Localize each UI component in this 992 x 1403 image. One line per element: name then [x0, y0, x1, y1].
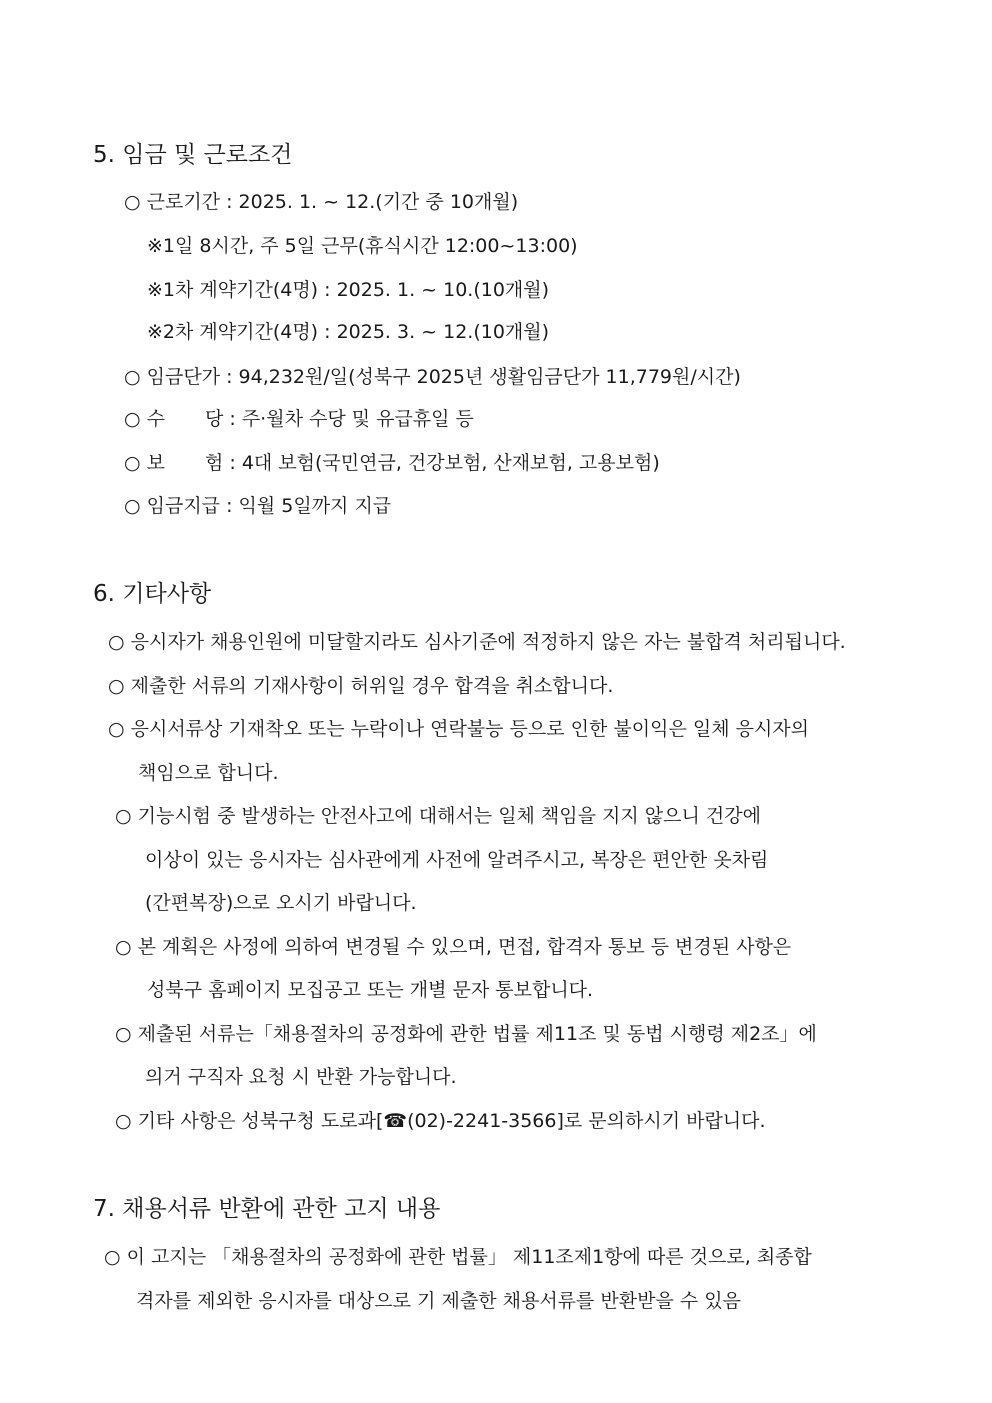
note-hours: ※1일 8시간, 주 5일 근무(휴식시간 12:00~13:00)	[147, 235, 578, 257]
item-errors-1: ○ 응시서류상 기재착오 또는 누락이나 연락불능 등으로 인한 불이익은 일체 응시자의	[108, 718, 810, 740]
allowance	[124, 407, 474, 431]
note-contract-2: ※2차 계약기간(4명) : 2025. 3. ~ 12.(10개월)	[147, 321, 550, 343]
wage-payment: ○ 임금지급 : 익월 5일까지 지급	[124, 495, 392, 517]
allowance-label-b: 당 : 주·월차 수당 및 유급휴일 등	[204, 408, 474, 430]
item-safety-1: ○ 기능시험 중 발생하는 안전사고에 대해서는 일체 책임을 지지 않으니 건강에	[115, 805, 761, 827]
notice-2: 격자를 제외한 응시자를 대상으로 기 제출한 채용서류를 반환받을 수 있음	[136, 1290, 741, 1312]
item-safety-3: (간편복장)으로 오시기 바랍니다.	[145, 892, 417, 914]
item-changes-1: ○ 본 계획은 사정에 의하여 변경될 수 있으며, 면접, 합격자 통보 등 변경된 사항은	[115, 936, 792, 958]
item-return-1: ○ 제출된 서류는「채용절차의 공정화에 관한 법률 제11조 및 동법 시행령 제2조」에	[115, 1023, 817, 1045]
allowance-label-a: ○ 수	[124, 408, 165, 430]
item-changes-2: 성북구 홈페이지 모집공고 또는 개별 문자 통보합니다.	[147, 979, 594, 1001]
item-false-info: ○ 제출한 서류의 기재사항이 허위일 경우 합격을 취소합니다.	[108, 675, 614, 697]
section-6-heading: 6. 기타사항	[93, 581, 212, 607]
section-7-heading: 7. 채용서류 반환에 관한 고지 내용	[93, 1196, 441, 1222]
notice-1: ○ 이 고지는 「채용절차의 공정화에 관한 법률」 제11조제1항에 따른 것으로, 최종합	[104, 1246, 812, 1268]
work-period: ○ 근로기간 : 2025. 1. ~ 12.(기간 중 10개월)	[124, 191, 519, 213]
insurance	[124, 451, 660, 475]
item-safety-2: 이상이 있는 응시자는 심사관에게 사전에 알려주시고, 복장은 편안한 옷차림	[145, 849, 769, 871]
insurance-label-a: ○ 보	[124, 452, 165, 474]
wage-rate: ○ 임금단가 : 94,232원/일(성북구 2025년 생활임금단가 11,779원/시간)	[124, 366, 741, 388]
note-contract-1: ※1차 계약기간(4명) : 2025. 1. ~ 10.(10개월)	[147, 279, 550, 301]
item-disqualify: ○ 응시자가 채용인원에 미달할지라도 심사기준에 적정하지 않은 자는 불합격 처리됩니다.	[108, 631, 846, 653]
item-contact: ○ 기타 사항은 성북구청 도로과[☎(02)-2241-3566]로 문의하시기 바랍니다.	[115, 1110, 766, 1132]
section-5-heading: 5. 임금 및 근로조건	[93, 142, 293, 168]
item-return-2: 의거 구직자 요청 시 반환 가능합니다.	[145, 1066, 457, 1088]
item-errors-2: 책임으로 합니다.	[138, 762, 279, 784]
insurance-label-b: 험 : 4대 보험(국민연금, 건강보험, 산재보험, 고용보험)	[204, 452, 660, 474]
